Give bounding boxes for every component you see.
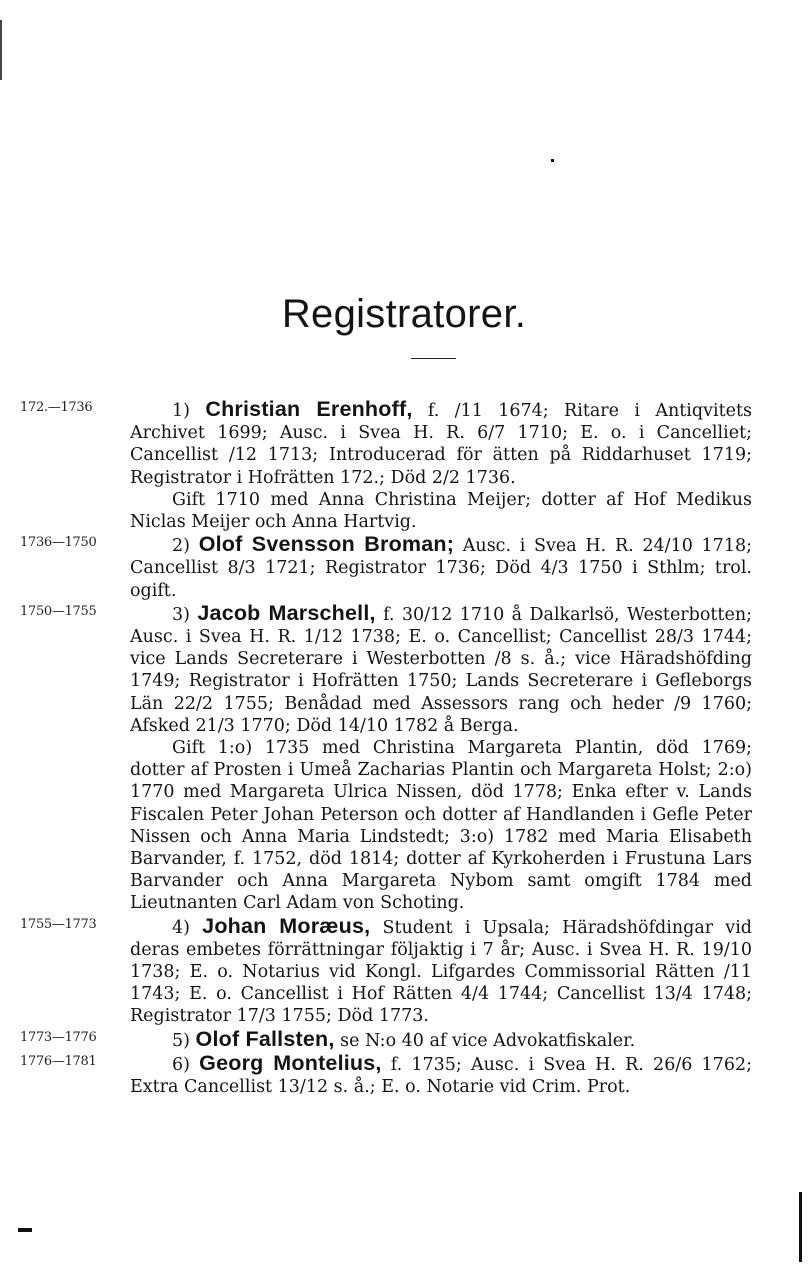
speck-mark — [551, 159, 554, 162]
entry-years: 1773—1776 — [20, 1029, 97, 1045]
edge-mark-left — [0, 20, 2, 80]
entry-years: 1776—1781 — [20, 1053, 97, 1069]
entry-name: Christian Erenhoff, — [205, 397, 413, 421]
entry-number: 6) — [172, 1054, 190, 1075]
page-title: Registratorer. — [281, 292, 527, 336]
register-entry — [0, 398, 808, 533]
entry-number: 2) — [172, 536, 190, 557]
edge-mark-right — [799, 1192, 802, 1262]
entry-years: 1750—1755 — [20, 603, 97, 619]
register-entry — [0, 1052, 808, 1098]
register-entry — [0, 602, 808, 915]
entry-name: Johan Moræus, — [202, 913, 371, 938]
entry-name: Georg Montelius, — [199, 1050, 382, 1075]
register-entry — [0, 533, 808, 602]
entry-text — [130, 1028, 752, 1052]
entry-details: Student i Upsala; Häradshöfdingar vid deras embetes förrättningar följaktig i 7 år; Ausc. i Svea H. R. 19/10 1738; E. o. Notarius vid Kongl. Lifgardes Commissorial Rätten /11 1743; E. o. Cancellist i Hof Rätten 4/4 1744; Cancellist 13/4 1748; Registrator 17/3 1755; Död 1773. — [130, 917, 752, 1027]
register-entry — [0, 915, 808, 1028]
entry-details: f. /11 1674; Ritare i Antiqvitets Archivet 1699; Ausc. i Svea H. R. 6/7 1710; E. o. i Cancelliet; Cancellist /12 1713; Introducerad för ätten på Riddarhuset 1719; Registrator i Hofrätten 172.; Död 2/2 1736. — [130, 401, 752, 488]
entry-text — [130, 533, 752, 602]
entry-details: Ausc. i Svea H. R. 24/10 1718; Cancellist 8/3 1721; Registrator 1736; Död 4/3 1750 i Sthlm; trol. ogift. — [130, 536, 752, 601]
entry-number: 5) — [172, 1030, 190, 1051]
entry-name: Jacob Marschell, — [197, 600, 376, 625]
register-entries — [0, 398, 808, 1098]
entry-number: 4) — [172, 917, 190, 938]
entry-marriage: Gift 1:o) 1735 med Christina Margareta Plantin, död 1769; dotter af Prosten i Umeå Zacharias Plantin och Margareta Holst; 2:o) 1770 med Margareta Ulrica Nissen, död 1778; Enka efter v. Lands Fiscalen Peter Johan Peterson och dotter af Handlanden i Gefle Peter Nissen och Anna Maria Lindstedt; 3:o) 1782 med Maria Elisabeth Barvander, f. 1752, död 1814; dotter af Kyrkoherden i Frustuna Lars Barvander och Anna Margareta Nybom samt omgift 1784 med Lieutnanten Carl Adam von Schoting. — [130, 738, 752, 914]
register-entry — [0, 1028, 808, 1052]
entry-details: f. 30/12 1710 å Dalkarlsö, Westerbotten; Ausc. i Svea H. R. 1/12 1738; E. o. Cancellist; Cancellist 28/3 1744; vice Lands Secreterare i Westerbotten /8 s. å.; vice Häradshöfding 1749; Registrator i Hofrätten 1750; Lands Secreterare i Gefleborgs Län 22/2 1755; Benådad med Assessors rang och heder /9 1760; Afsked 21/3 1770; Död 14/10 1782 å Berga. — [130, 604, 752, 736]
title-rule — [411, 358, 456, 359]
entry-text — [130, 1052, 752, 1098]
entry-marriage: Gift 1710 med Anna Christina Meijer; dotter af Hof Medikus Niclas Meijer och Anna Hartvig. — [130, 489, 752, 533]
entry-text — [130, 915, 752, 1028]
entry-name: Olof Svensson Broman; — [198, 532, 455, 557]
entry-years: 172.—1736 — [20, 400, 93, 415]
entry-details: se N:o 40 af vice Advokatfiskaler. — [334, 1030, 636, 1051]
page-arrow-mark — [18, 1228, 32, 1232]
entry-text — [130, 602, 752, 737]
entry-number: 3) — [172, 604, 190, 625]
entry-name: Olof Fallsten, — [195, 1026, 335, 1051]
entry-details: f. 1735; Ausc. i Svea H. R. 26/6 1762; Extra Cancellist 13/12 s. å.; E. o. Notarie vid Crim. Prot. — [130, 1054, 752, 1098]
entry-text — [130, 398, 752, 489]
entry-number: 1) — [172, 401, 190, 421]
entry-years: 1755—1773 — [20, 916, 97, 932]
entry-years: 1736—1750 — [20, 535, 97, 551]
